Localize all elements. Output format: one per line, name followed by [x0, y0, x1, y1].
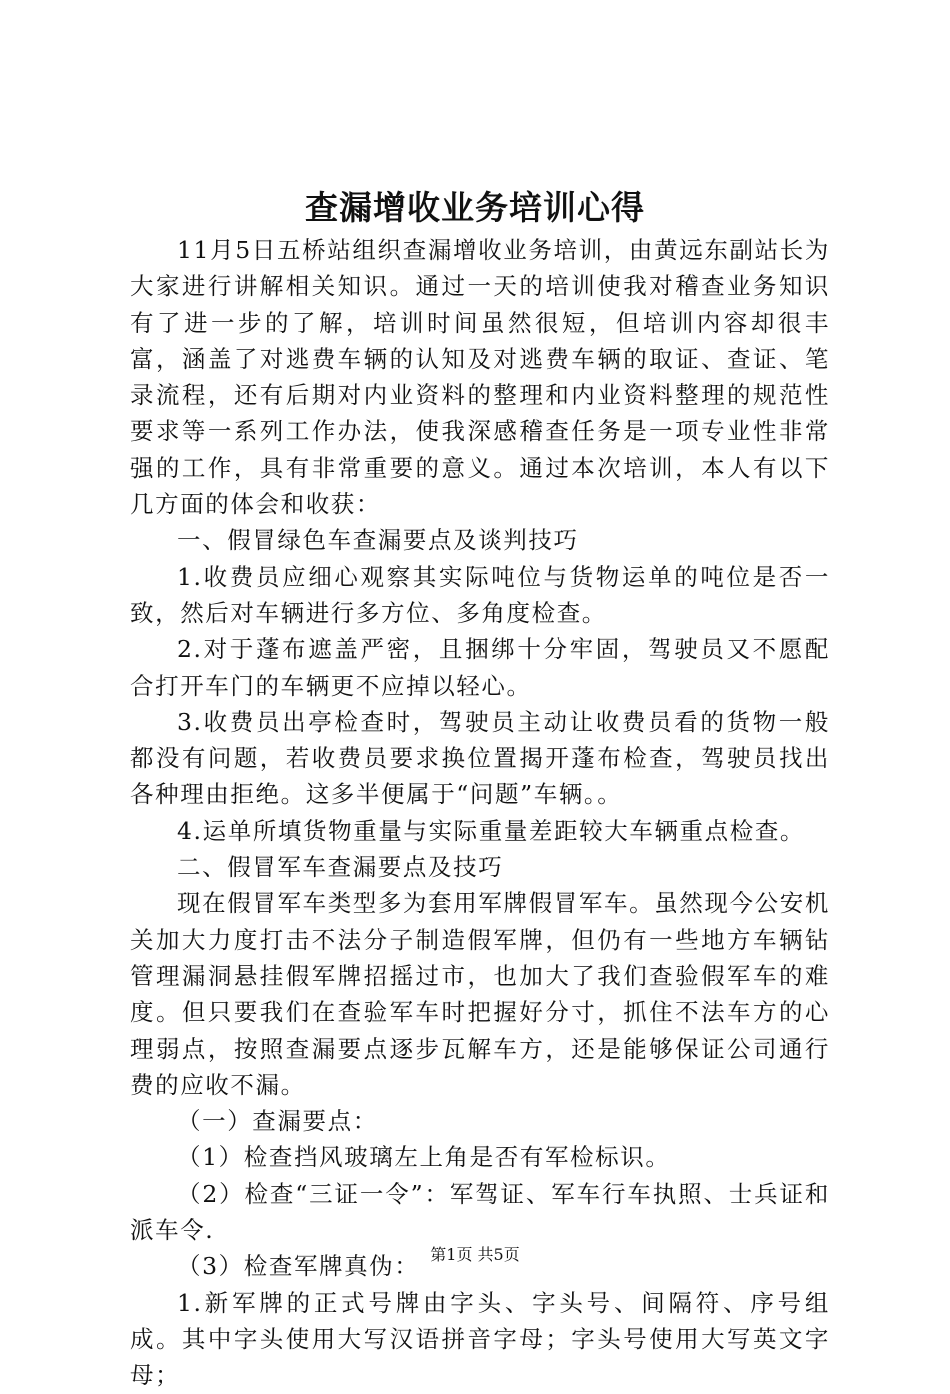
- page-footer: 第1页 共5页: [430, 1245, 520, 1264]
- section-heading-green-vehicle: 一、假冒绿色车查漏要点及谈判技巧: [177, 526, 579, 555]
- section-heading-military-vehicle: 二、假冒军车查漏要点及技巧: [177, 853, 504, 882]
- paragraph-item-2: 2.对于蓬布遮盖严密，且捆绑十分牢固，驾驶员又不愿配合打开车门的车辆更不应掉以轻心。: [130, 635, 830, 700]
- paragraph-intro: 11月5日五桥站组织查漏增收业务培训，由黄远东副站长为大家进行讲解相关知识。通过一天的培训使我对稽查业务知识有了进一步的了解，培训时间虽然很短，但培训内容却很丰富，涵盖了对逃费车辆的认知及对逃费车辆的取证、查证、笔录流程，还有后期对内业资料的整理和内业资料整理的规范性要求等一系列工作办法，使我深感稽查任务是一项专业性非常强的工作，具有非常重要的意义。通过本次培训，本人有以下几方面的体会和收获：: [130, 236, 830, 519]
- paragraph-check-3: （3）检查军牌真伪：: [177, 1252, 420, 1281]
- paragraph-item-1: 1.收费员应细心观察其实际吨位与货物运单的吨位是否一致，然后对车辆进行多方位、多角度检查。: [130, 562, 830, 627]
- paragraph-plate-rule-1: 1.新军牌的正式号牌由字头、字头号、间隔符、序号组成。其中字头使用大写汉语拼音字母；字头号使用大写英文字母；: [130, 1288, 830, 1390]
- subsection-heading-check-points: （一）查漏要点：: [177, 1107, 378, 1136]
- paragraph-military-intro: 现在假冒军车类型多为套用军牌假冒军车。虽然现今公安机关加大力度打击不法分子制造假军牌，但仍有一些地方车辆钻管理漏洞悬挂假军牌招摇过市，也加大了我们查验假军车的难度。但只要我们在查验军车时把握好分寸，抓住不法车方的心理弱点，按照查漏要点逐步瓦解车方，还是能够保证公司通行费的应收不漏。: [130, 889, 830, 1099]
- document-title: 查漏增收业务培训心得: [305, 188, 645, 227]
- paragraph-item-3: 3.收费员出亭检查时，驾驶员主动让收费员看的货物一般都没有问题，若收费员要求换位置揭开蓬布检查，驾驶员找出各种理由拒绝。这多半便属于“问题”车辆。。: [130, 707, 830, 809]
- paragraph-check-2: （2）检查“三证一令”：军驾证、军车行车执照、士兵证和派车令.: [130, 1179, 830, 1245]
- paragraph-check-1: （1）检查挡风玻璃左上角是否有军检标识。: [177, 1143, 671, 1172]
- paragraph-item-4: 4.运单所填货物重量与实际重量差距较大车辆重点检查。: [177, 816, 806, 845]
- document-body: [130, 232, 830, 1394]
